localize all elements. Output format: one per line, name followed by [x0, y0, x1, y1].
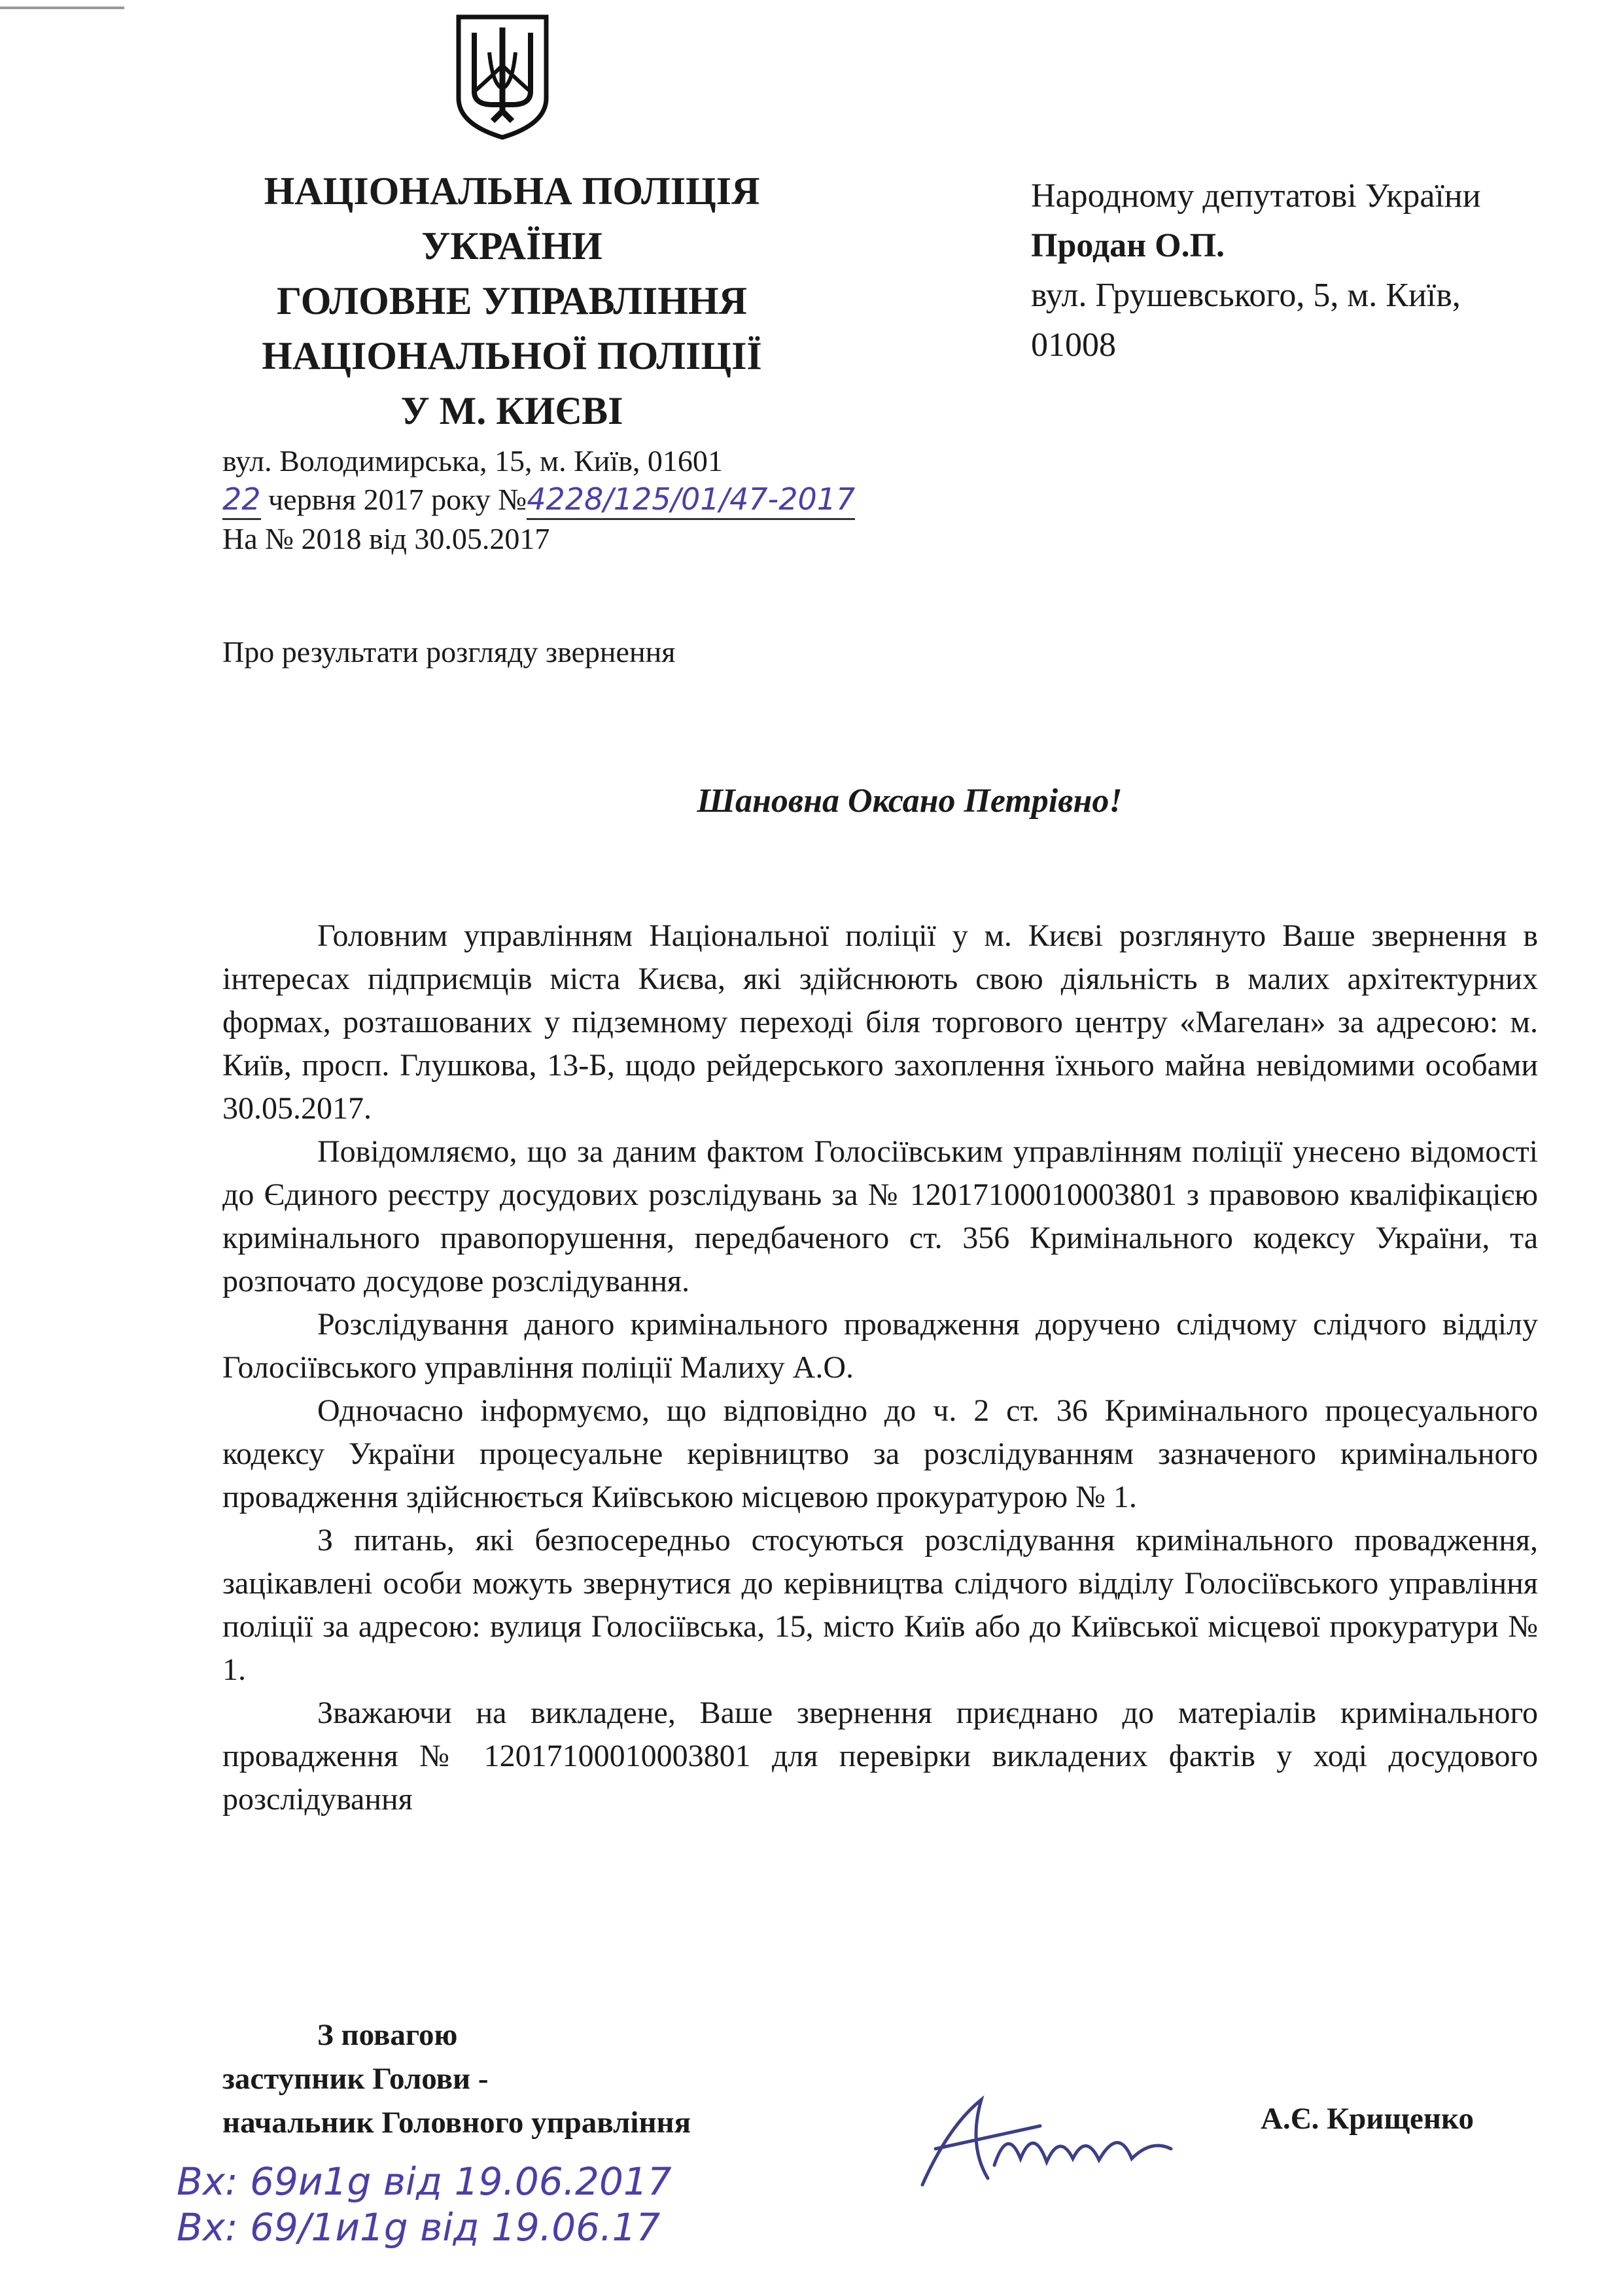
- body-paragraph: Зважаючи на викладене, Ваше звернення приєднано до матеріалів кримінального провадження № 12017100010003801 для перевірки викладених фактів у ході досудового розслідування: [222, 1696, 1538, 1817]
- org-line: ГОЛОВНЕ УПРАВЛІННЯ: [277, 279, 747, 322]
- handwritten-note: Вх: 69/1и1g від 19.06.17: [177, 2205, 661, 2250]
- handwritten-day: 22: [222, 480, 261, 520]
- letter-subject: Про результати розгляду звернення: [222, 635, 676, 669]
- recipient-name: Продан О.П.: [1031, 227, 1225, 264]
- letter-body: [222, 914, 1538, 1821]
- issuer-address: вул. Володимирська, 15, м. Київ, 01601: [222, 444, 723, 478]
- body-paragraph: Повідомляємо, що за даним фактом Голосіївським управлінням поліції унесено відомості до Єдиного реєстру досудових розслідувань за № 12017100010003801 з правовою кваліфікацією кримінального правопорушення, передбаченого ст. 356 Кримінального кодексу України, та розпочато досудове розслідування.: [222, 1134, 1538, 1298]
- signature-block: [222, 2013, 691, 2145]
- signer-position: заступник Голови -: [222, 2062, 489, 2096]
- body-paragraph: З питань, які безпосередньо стосуються розслідування кримінального провадження, зацікавлені особи можуть звернутися до керівництва слідчого відділу Голосіївського управління поліції за адресою: вулиця Голосіївська, 15, місто Київ або до Київської місцевої прокуратури № 1.: [222, 1523, 1538, 1687]
- recipient-postcode: 01008: [1031, 326, 1116, 364]
- body-paragraph: Головним управлінням Національної поліції у м. Києві розглянуто Ваше звернення в інтересах підприємців міста Києва, які здійснюють свою діяльність в малих архітектурних формах, розташованих у підземному переході біля торгового центру «Магелан» за адресою: м. Київ, просп. Глушкова, 13-Б, щодо рейдерського захоплення їхнього майна невідомими особами 30.05.2017.: [222, 918, 1538, 1126]
- org-line: У М. КИЄВІ: [400, 389, 623, 432]
- greeting: Шановна Оксано Петрівно!: [697, 782, 1123, 820]
- letter-date-number: [222, 480, 855, 520]
- signer-name: А.Є. Крищенко: [1261, 2102, 1474, 2136]
- handwritten-registration-notes: [177, 2159, 672, 2250]
- scan-edge-mark: [0, 7, 124, 9]
- date-text: червня 2017 року №: [260, 483, 527, 516]
- body-paragraph: Розслідування даного кримінального провадження доручено слідчому слідчого відділу Голосіївського управління поліції Малиху А.О.: [222, 1307, 1538, 1385]
- handwritten-signature: [909, 2087, 1184, 2198]
- handwritten-outgoing-number: 4228/125/01/47-2017: [527, 480, 855, 520]
- trident-coat-of-arms-icon: [453, 13, 551, 141]
- body-paragraph: Одночасно інформуємо, що відповідно до ч. 2 ст. 36 Кримінального процесуального кодексу України процесуальне керівництво за розслідуванням зазначеного кримінального провадження здійснюється Київською місцевою прокуратурою № 1.: [222, 1393, 1538, 1514]
- org-line: УКРАЇНИ: [421, 224, 602, 268]
- closing: З повагою: [317, 2018, 458, 2052]
- issuer-organization: [190, 164, 834, 438]
- letter-meta: [222, 442, 855, 558]
- signer-position: начальник Головного управління: [222, 2106, 691, 2140]
- recipient-block: [1031, 171, 1481, 370]
- org-line: НАЦІОНАЛЬНА ПОЛІЦІЯ: [264, 169, 760, 213]
- recipient-address: вул. Грушевського, 5, м. Київ,: [1031, 277, 1461, 314]
- org-line: НАЦІОНАЛЬНОЇ ПОЛІЦІЇ: [262, 334, 762, 377]
- recipient-title: Народному депутатові України: [1031, 177, 1481, 215]
- handwritten-note: Вх: 69и1g від 19.06.2017: [177, 2159, 672, 2204]
- reply-to-reference: На № 2018 від 30.05.2017: [222, 522, 550, 555]
